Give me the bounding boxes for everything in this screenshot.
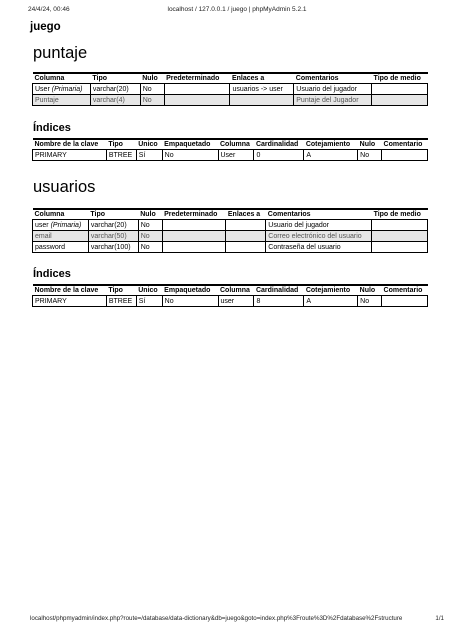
header-cell: Nulo: [358, 285, 382, 296]
cell-column: user (Primaria): [33, 220, 89, 231]
header-cell: Nombre de la clave: [33, 139, 107, 150]
table-row: [33, 220, 428, 231]
header-cell: Único: [136, 139, 162, 150]
cell-collation: A: [304, 296, 358, 307]
header-cell: Nulo: [140, 73, 164, 84]
table-row: [33, 150, 428, 161]
cell-index-type: BTREE: [106, 296, 136, 307]
cell-cardinality: 8: [254, 296, 304, 307]
columns-table-puntaje: [32, 72, 428, 106]
table-title-usuarios: usuarios: [33, 178, 96, 196]
header-cell: Comentarios: [266, 209, 372, 220]
cell-links: usuarios -> user: [230, 84, 294, 95]
cell-type: varchar(4): [90, 95, 140, 106]
header-cell: Tipo: [106, 139, 136, 150]
cell-default: [162, 242, 226, 253]
header-cell: Comentarios: [294, 73, 372, 84]
header-cell: Tipo: [106, 285, 136, 296]
cell-media: [372, 220, 428, 231]
cell-default: [164, 84, 230, 95]
cell-default: [162, 231, 226, 242]
header-cell: Nulo: [358, 139, 382, 150]
header-cell: Columna: [218, 139, 254, 150]
table-row: [33, 84, 428, 95]
page-header-title: localhost / 127.0.0.1 / juego | phpMyAdmin 5.2.1: [167, 6, 307, 13]
cell-null: No: [138, 242, 162, 253]
cell-links: [226, 231, 266, 242]
footer-page-number: 1/1: [435, 615, 444, 622]
header-cell: Predeterminado: [164, 73, 230, 84]
cell-comment: Puntaje del Jugador: [294, 95, 372, 106]
table-row: [33, 296, 428, 307]
header-cell: Columna: [33, 209, 89, 220]
cell-null: No: [358, 296, 382, 307]
table-row: [33, 242, 428, 253]
header-cell: Predeterminado: [162, 209, 226, 220]
cell-key-name: PRIMARY: [33, 296, 107, 307]
cell-media: [372, 242, 428, 253]
header-cell: Comentario: [382, 139, 428, 150]
cell-unique: Sí: [136, 296, 162, 307]
indices-table-usuarios: [32, 284, 428, 307]
cell-links: [226, 242, 266, 253]
header-cell: Tipo: [90, 73, 140, 84]
header-cell: Tipo de medio: [372, 209, 428, 220]
cell-unique: Sí: [136, 150, 162, 161]
cell-null: No: [140, 84, 164, 95]
cell-packed: No: [162, 296, 218, 307]
header-cell: Único: [136, 285, 162, 296]
header-cell: Cardinalidad: [254, 139, 304, 150]
cell-index-type: BTREE: [106, 150, 136, 161]
cell-null: No: [358, 150, 382, 161]
cell-comment: Usuario del jugador: [266, 220, 372, 231]
cell-default: [162, 220, 226, 231]
cell-media: [372, 95, 428, 106]
table-header-row: [33, 139, 428, 150]
indices-title-usuarios: Índices: [33, 268, 71, 280]
footer-url: localhost/phpmyadmin/index.php?route=/database/data-dictionary&db=juego&goto=index.php%3Froute%3D%2Fdatabase%2Fstructure: [30, 615, 403, 622]
header-cell: Cotejamiento: [304, 285, 358, 296]
cell-type: varchar(20): [90, 84, 140, 95]
cell-collation: A: [304, 150, 358, 161]
table-row: [33, 231, 428, 242]
cell-column: password: [33, 242, 89, 253]
header-cell: Empaquetado: [162, 139, 218, 150]
cell-comment: Correo electrónico del usuario: [266, 231, 372, 242]
header-cell: Cardinalidad: [254, 285, 304, 296]
primary-key-marker: (Primaria): [51, 85, 83, 93]
indices-title-puntaje: Índices: [33, 122, 71, 134]
header-cell: Tipo de medio: [372, 73, 428, 84]
table-row: [33, 95, 428, 106]
cell-links: [230, 95, 294, 106]
header-cell: Nombre de la clave: [33, 285, 107, 296]
indices-table-puntaje: [32, 138, 428, 161]
cell-type: varchar(100): [88, 242, 138, 253]
cell-null: No: [138, 220, 162, 231]
header-cell: Empaquetado: [162, 285, 218, 296]
cell-column: email: [33, 231, 89, 242]
header-cell: Cotejamiento: [304, 139, 358, 150]
header-cell: Nulo: [138, 209, 162, 220]
header-cell: Tipo: [88, 209, 138, 220]
cell-media: [372, 84, 428, 95]
cell-comment: [382, 296, 428, 307]
header-cell: Comentario: [382, 285, 428, 296]
cell-cardinality: 0: [254, 150, 304, 161]
cell-comment: Usuario del jugador: [294, 84, 372, 95]
cell-null: No: [140, 95, 164, 106]
cell-packed: No: [162, 150, 218, 161]
table-header-row: [33, 73, 428, 84]
header-cell: Enlaces a: [226, 209, 266, 220]
header-cell: Columna: [218, 285, 254, 296]
table-header-row: [33, 209, 428, 220]
cell-comment: [382, 150, 428, 161]
cell-column: Puntaje: [33, 95, 91, 106]
cell-column: user: [218, 296, 254, 307]
primary-key-marker: (Primaria): [50, 221, 82, 229]
print-datetime: 24/4/24, 00:46: [28, 6, 70, 13]
header-cell: Enlaces a: [230, 73, 294, 84]
cell-links: [226, 220, 266, 231]
table-title-puntaje: puntaje: [33, 44, 88, 62]
cell-column: User (Primaria): [33, 84, 91, 95]
cell-key-name: PRIMARY: [33, 150, 107, 161]
cell-null: No: [138, 231, 162, 242]
cell-comment: Contraseña del usuario: [266, 242, 372, 253]
database-title: juego: [30, 21, 61, 33]
cell-default: [164, 95, 230, 106]
cell-column: User: [218, 150, 254, 161]
cell-type: varchar(20): [88, 220, 138, 231]
cell-type: varchar(50): [88, 231, 138, 242]
table-header-row: [33, 285, 428, 296]
cell-media: [372, 231, 428, 242]
columns-table-usuarios: [32, 208, 428, 253]
header-cell: Columna: [33, 73, 91, 84]
